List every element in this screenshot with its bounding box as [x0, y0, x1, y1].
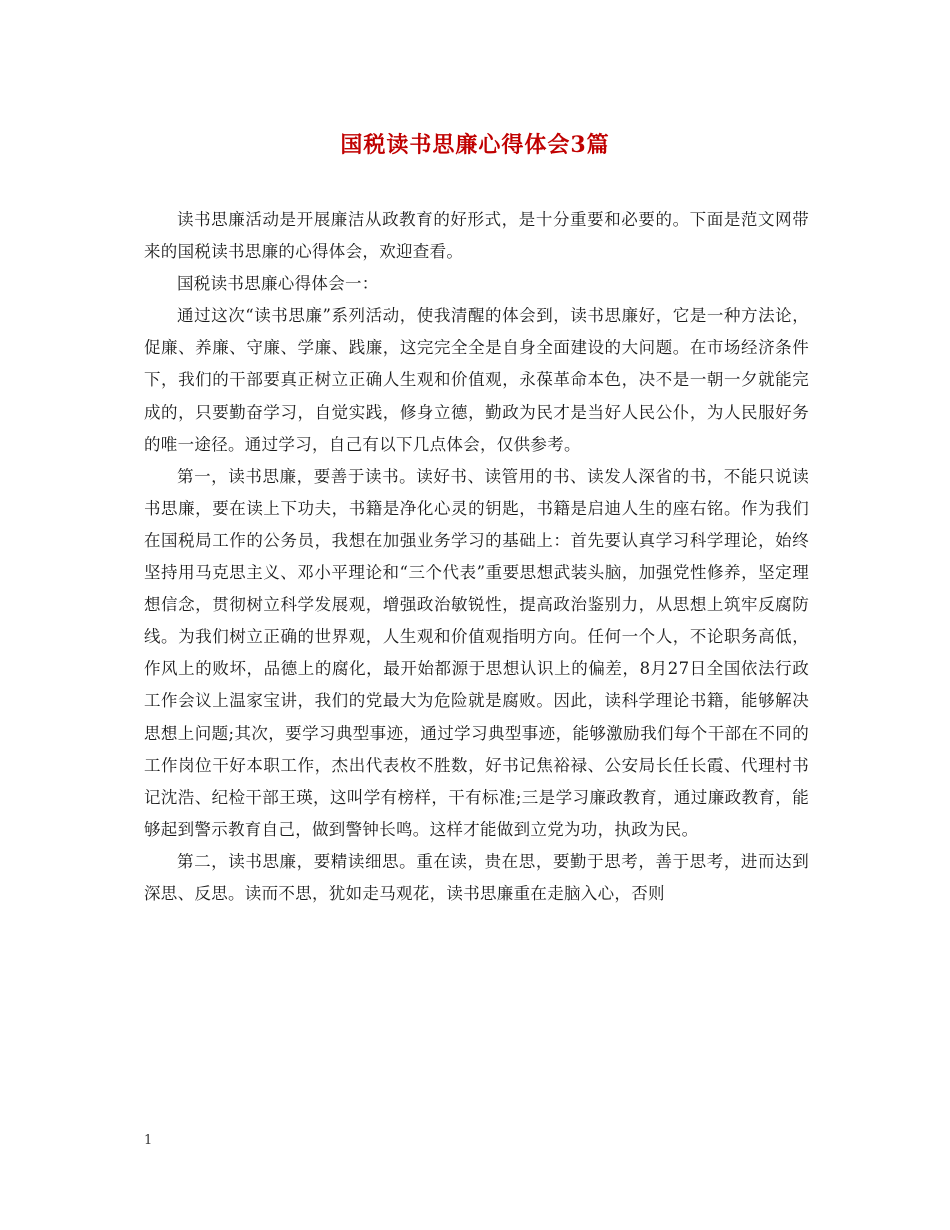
document-title: 国税读书思廉心得体会3篇 — [340, 132, 610, 158]
document-body — [144, 204, 809, 910]
paragraph-section-heading: 国税读书思廉心得体会一： — [177, 274, 379, 294]
paragraph-intro: 读书思廉活动是开展廉洁从政教育的好形式，是十分重要和必要的。下面是范文网带来的国税读书思廉的心得体会，欢迎查看。 — [144, 210, 809, 262]
paragraph-point-two: 第二，读书思廉，要精读细思。重在读，贵在思，要勤于思考，善于思考，进而达到深思、反思。读而不思，犹如走马观花，读书思廉重在走脑入心，否则 — [144, 851, 809, 903]
paragraph-activity-reflection: 通过这次“读书思廉”系列活动，使我清醒的体会到，读书思廉好，它是一种方法论，促廉、养廉、守廉、学廉、践廉，这完完全全是自身全面建设的大问题。在市场经济条件下，我们的干部要真正树立正确人生观和价值观，永葆革命本色，决不是一朝一夕就能完成的，只要勤奋学习，自觉实践，修身立德，勤政为民才是当好人民公仆，为人民服好务的唯一途径。通过学习，自己有以下几点体会，仅供参考。 — [144, 306, 809, 454]
paragraph-point-one: 第一，读书思廉，要善于读书。读好书、读管用的书、读发人深省的书，不能只说读书思廉，要在读上下功夫，书籍是净化心灵的钥匙，书籍是启迪人生的座右铭。作为我们在国税局工作的公务员，我想在加强业务学习的基础上：首先要认真学习科学理论，始终坚持用马克思主义、邓小平理论和“三个代表”重要思想武装头脑，加强党性修养，坚定理想信念，贯彻树立科学发展观，增强政治敏锐性，提高政治鉴别力，从思想上筑牢反腐防线。为我们树立正确的世界观，人生观和价值观指明方向。任何一个人，不论职务高低，作风上的败坏，品德上的腐化，最开始都源于思想认识上的偏差，8月27日全国依法行政工作会议上温家宝讲，我们的党最大为危险就是腐败。因此，读科学理论书籍，能够解决思想上问题;其次，要学习典型事迹，通过学习典型事迹，能够激励我们每个干部在不同的工作岗位干好本职工作，杰出代表枚不胜数，好书记焦裕禄、公安局长任长霞、代理村书记沈浩、纪检干部王瑛，这叫学有榜样，干有标准;三是学习廉政教育，通过廉政教育，能够起到警示教育自己，做到警钟长鸣。这样才能做到立党为功，执政为民。 — [144, 466, 809, 839]
page-number: 1 — [144, 1133, 153, 1148]
